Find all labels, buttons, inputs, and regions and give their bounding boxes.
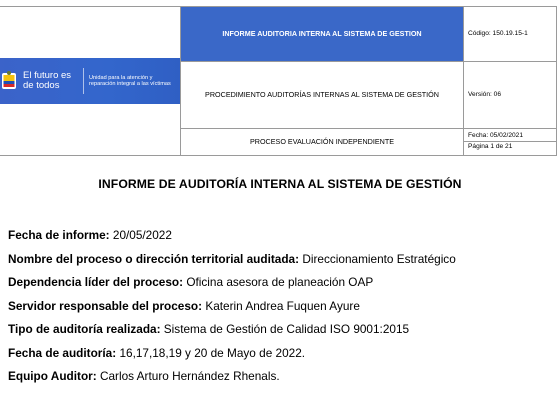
- header-date-page: [464, 128, 557, 155]
- field-audit-team: [8, 369, 558, 393]
- field-audit-type: [8, 322, 558, 346]
- entity-logo: [0, 58, 180, 104]
- field-value: Direccionamiento Estratégico: [299, 251, 456, 266]
- header-date: Fecha: 05/02/2021: [468, 132, 523, 140]
- field-responsible-official: [8, 299, 558, 323]
- colombia-seal-icon: [1, 70, 17, 92]
- document-title: INFORME DE AUDITORÍA INTERNA AL SISTEMA DE GESTIÓN: [98, 177, 462, 191]
- header-process: PROCESO EVALUACIÓN INDEPENDIENTE: [181, 128, 464, 155]
- field-lead-department: [8, 275, 558, 299]
- field-label: Tipo de auditoría realizada:: [8, 322, 161, 336]
- header-version: Versión: 06: [464, 61, 557, 128]
- document-header-table: [0, 6, 557, 156]
- header-code: Código: 150.19.15-1: [464, 7, 557, 62]
- field-value: Katerin Andrea Fuquen Ayure: [202, 298, 360, 313]
- report-fields: [8, 228, 558, 393]
- header-procedure: PROCEDIMIENTO AUDITORÍAS INTERNAS AL SISTEMA DE GESTIÓN: [181, 61, 464, 128]
- field-value: 20/05/2022: [109, 228, 172, 242]
- field-process-name: [8, 252, 558, 276]
- header-page-number: Página 1 de 21: [464, 141, 556, 152]
- field-label: Fecha de informe:: [8, 228, 110, 242]
- field-audit-dates: [8, 346, 558, 370]
- logo-cell: [0, 7, 181, 156]
- field-value: Oficina asesora de planeación OAP: [183, 275, 374, 289]
- logo-divider: [83, 68, 84, 94]
- field-report-date: [8, 228, 558, 252]
- field-value: 16,17,18,19 y 20 de Mayo de 2022.: [116, 345, 306, 360]
- header-title: INFORME AUDITORIA INTERNA AL SISTEMA DE GESTION: [181, 7, 464, 62]
- field-label: Fecha de auditoría:: [8, 345, 117, 360]
- field-value: Sistema de Gestión de Calidad ISO 9001:2015: [160, 322, 410, 336]
- logo-entity-name: Unidad para la atención y reparación integral a las víctimas: [89, 74, 171, 87]
- field-label: Servidor responsable del proceso:: [8, 298, 203, 313]
- field-label: Equipo Auditor:: [8, 369, 97, 383]
- field-label: Nombre del proceso o dirección territorial auditada:: [8, 251, 300, 266]
- logo-slogan: El futuro es de todos: [23, 70, 72, 91]
- field-label: Dependencia líder del proceso:: [8, 275, 184, 289]
- field-value: Carlos Arturo Hernández Rhenals.: [96, 369, 280, 383]
